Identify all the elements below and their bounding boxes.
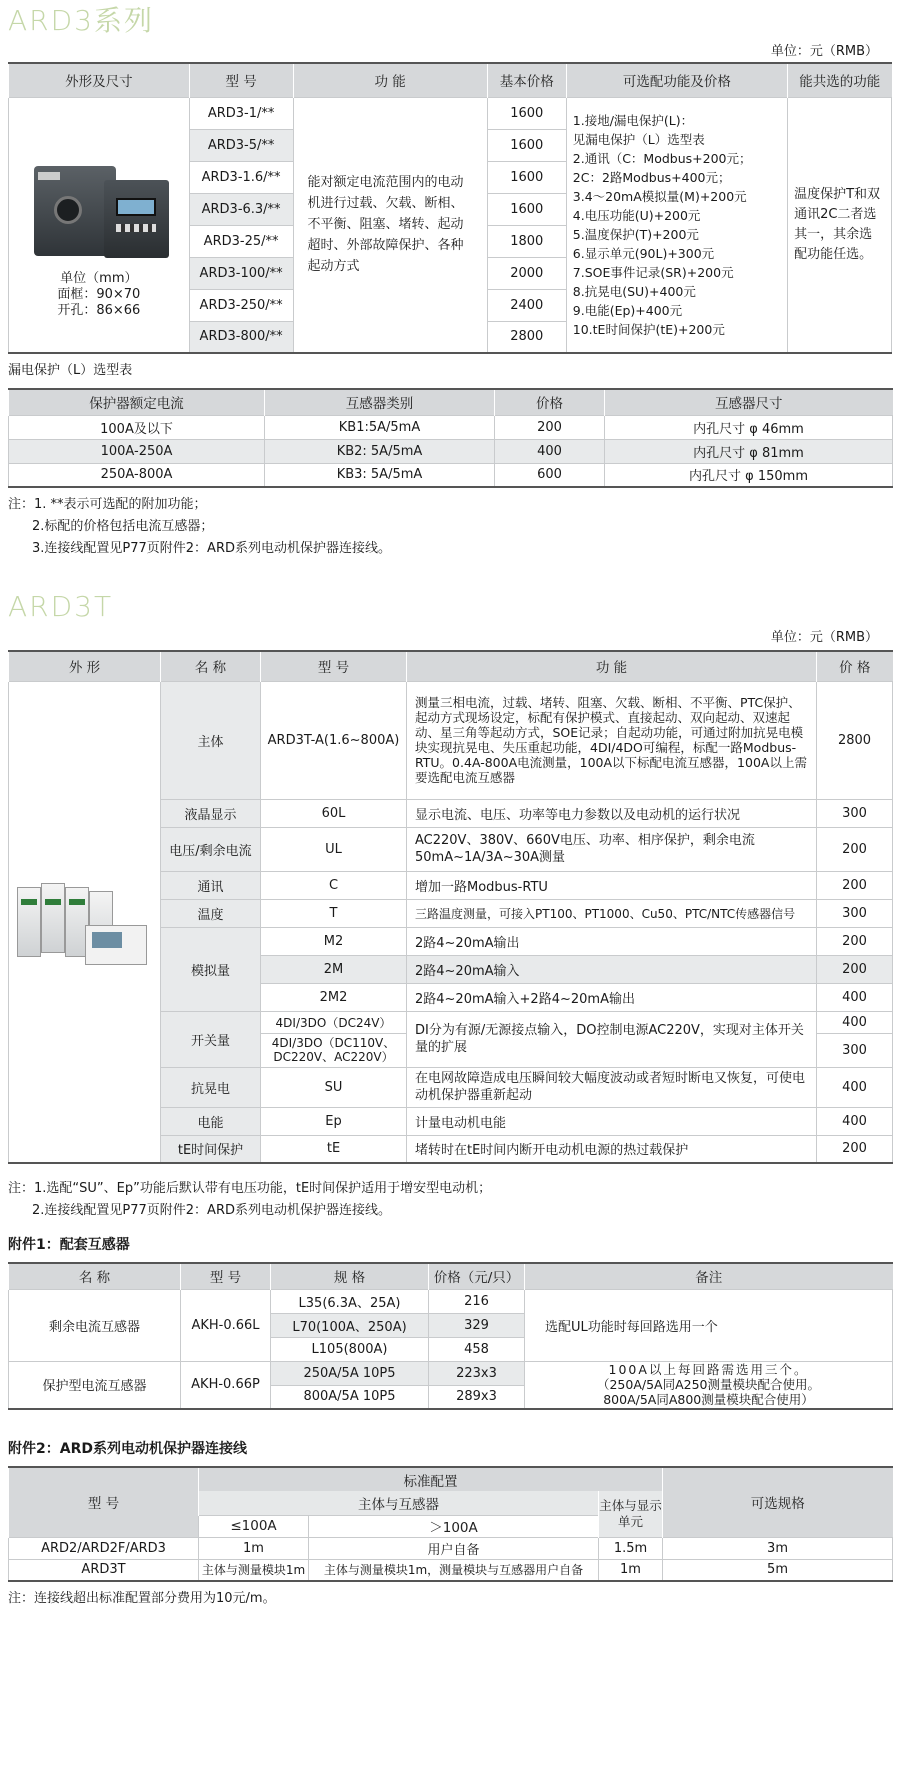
leak-cell: 内孔尺寸 φ 46mm: [605, 415, 893, 439]
model-cell: 4DI/3DO（DC24V）: [261, 1011, 407, 1033]
model-cell: ARD3-250/**: [189, 289, 293, 321]
name-cell: 通讯: [161, 871, 261, 899]
price-cell: 1800: [487, 225, 566, 257]
price-cell: 300: [817, 799, 893, 827]
ct-note-cell: 选配UL功能时每回路选用一个: [525, 1289, 893, 1361]
attachment1-title: 附件1：配套互感器: [8, 1237, 130, 1253]
leak-cell: 内孔尺寸 φ 150mm: [605, 463, 893, 487]
leak-cell: KB2: 5A/5mA: [265, 439, 495, 463]
unit-label: 单位：元（RMB）: [770, 44, 878, 59]
function-cell: 2路4~20mA输入: [407, 955, 817, 983]
price-cell: 2800: [487, 321, 566, 353]
note-line: 3.连接线配置见P77页附件2：ARD系列电动机保护器连接线。: [32, 541, 391, 556]
col-header: 外 形: [9, 651, 161, 681]
price-cell: 300: [817, 899, 893, 927]
name-cell: 液晶显示: [161, 799, 261, 827]
ct-model-cell: AKH-0.66L: [181, 1289, 271, 1361]
ct-spec-cell: L105(800A): [271, 1337, 429, 1361]
model-cell: ARD3-1.6/**: [189, 161, 293, 193]
price-cell: 200: [817, 1135, 893, 1163]
option-item: 10.tE时间保护(tE)+200元: [572, 321, 725, 337]
model-cell: Ep: [261, 1107, 407, 1135]
attachment2-title: 附件2：ARD系列电动机保护器连接线: [8, 1441, 247, 1457]
note-line: 注：1. **表示可选配的附加功能；: [8, 497, 207, 512]
ct-price-cell: 458: [429, 1337, 525, 1361]
cable-cell: 1m: [599, 1559, 663, 1581]
col-header: 型 号: [261, 651, 407, 681]
cable-cell: 1m: [199, 1537, 309, 1559]
option-item: 3.4～20mA模拟量(M)+200元: [572, 188, 747, 204]
model-cell: 4DI/3DO（DC110V、DC220V、AC220V）: [261, 1033, 407, 1067]
col-header: 型 号: [189, 63, 293, 97]
col-header: 名 称: [9, 1263, 181, 1289]
price-cell: 300: [817, 1033, 893, 1067]
function-cell: 测量三相电流，过载、堵转、阻塞、欠载、断相、不平衡、PTC保护、起动方式现场设定，标配有保护模式、直接起动、双向起动、双速起动、星三角等起动方式，SOE记录；自起动功能，可通过附加抗晃电模块实现抗晃电、失压重起功能，4DI/4DO可编程，标配一路Modbus-RTU。0.4A-800A电流测量，100A以下标配电流互感器，100A以上需要选配电流互感器: [407, 681, 817, 799]
options-cell: [566, 97, 787, 353]
function-cell: 在电网故障造成电压瞬间较大幅度波动或者短时断电又恢复，可使电动机保护器重新起动: [407, 1067, 817, 1107]
leak-cell: 400: [495, 439, 605, 463]
model-cell: ARD3T-A(1.6~800A): [261, 681, 407, 799]
ct-spec-cell: 250A/5A 10P5: [271, 1361, 429, 1385]
price-cell: 400: [817, 1067, 893, 1107]
model-cell: T: [261, 899, 407, 927]
leak-table-title: 漏电保护（L）选型表: [8, 363, 133, 378]
model-cell: ARD3-1/**: [189, 97, 293, 129]
col-header: 价格（元/只）: [429, 1263, 525, 1289]
col-header: 互感器尺寸: [605, 389, 893, 415]
option-item: 2C：2路Modbus+400元；: [572, 169, 731, 185]
device-cell: [9, 97, 190, 353]
function-cell: AC220V、380V、660V电压、功率、相序保护，剩余电流50mA~1A/3A~30A测量: [407, 827, 817, 871]
unit-label: 单位：元（RMB）: [770, 630, 878, 645]
price-cell: 400: [817, 1011, 893, 1033]
leak-cell: 内孔尺寸 φ 81mm: [605, 439, 893, 463]
note-line: 2.标配的价格包括电流互感器；: [32, 519, 214, 534]
option-item: 2.通讯（C：Modbus+200元；: [572, 150, 752, 166]
col-header: 能共选的功能: [788, 63, 892, 97]
model-cell: UL: [261, 827, 407, 871]
shared-options-cell: 温度保护T和双通讯2C二者选其一，其余选配功能任选。: [788, 97, 892, 353]
model-cell: ARD3-5/**: [189, 129, 293, 161]
attachment2-table: [8, 1466, 893, 1582]
name-cell: 抗晃电: [161, 1067, 261, 1107]
name-cell: 主体: [161, 681, 261, 799]
col-header: 可选配功能及价格: [566, 63, 787, 97]
name-cell: tE时间保护: [161, 1135, 261, 1163]
ct-price-cell: 216: [429, 1289, 525, 1313]
dims-unit: 单位（mm）: [60, 270, 138, 286]
cable-cell: 用户自备: [309, 1537, 599, 1559]
function-cell: 计量电动机电能: [407, 1107, 817, 1135]
model-cell: M2: [261, 927, 407, 955]
leak-cell: 600: [495, 463, 605, 487]
series-title-ard3t: ARD3T: [8, 590, 114, 623]
price-cell: 200: [817, 955, 893, 983]
leak-cell: 250A-800A: [9, 463, 265, 487]
ct-spec-cell: L70(100A、250A): [271, 1313, 429, 1337]
ct-price-cell: 329: [429, 1313, 525, 1337]
ct-price-cell: 223x3: [429, 1361, 525, 1385]
ct-note-cell: 100A以上每回路需选用三个。 （250A/5A同A250测量模块配合使用。 800A/5A同A800测量模块配合使用）: [525, 1361, 893, 1409]
option-item: 见漏电保护（L）选型表: [572, 131, 705, 147]
col-header: 主体与显示单元: [599, 1491, 663, 1537]
col-header: 价 格: [817, 651, 893, 681]
col-header: 可选规格: [663, 1467, 893, 1537]
model-cell: 60L: [261, 799, 407, 827]
cable-model-cell: ARD3T: [9, 1559, 199, 1581]
col-header: 主体与互感器: [199, 1491, 599, 1515]
col-header: 标准配置: [199, 1467, 663, 1491]
attachment2-note: 注：连接线超出标准配置部分费用为10元/m。: [8, 1591, 276, 1606]
function-cell: 显示电流、电压、功率等电力参数以及电动机的运行状况: [407, 799, 817, 827]
cable-cell: 3m: [663, 1537, 893, 1559]
ard3t-price-table: [8, 650, 893, 1164]
price-cell: 1600: [487, 193, 566, 225]
price-cell: 2000: [487, 257, 566, 289]
col-header: 价格: [495, 389, 605, 415]
ard3t-device-image: [15, 877, 155, 967]
ct-name-cell: 保护型电流互感器: [9, 1361, 181, 1409]
option-item: 9.电能(Ep)+400元: [572, 302, 683, 318]
col-header: 功 能: [407, 651, 817, 681]
price-cell: 2400: [487, 289, 566, 321]
price-cell: 1600: [487, 161, 566, 193]
leak-cell: 100A-250A: [9, 439, 265, 463]
model-cell: ARD3-25/**: [189, 225, 293, 257]
cable-cell: 5m: [663, 1559, 893, 1581]
price-cell: 200: [817, 871, 893, 899]
note-line: 2.连接线配置见P77页附件2：ARD系列电动机保护器连接线。: [32, 1203, 391, 1218]
function-cell: 2路4~20mA输出: [407, 927, 817, 955]
model-cell: 2M: [261, 955, 407, 983]
function-cell: 2路4~20mA输入+2路4~20mA输出: [407, 983, 817, 1011]
option-item: 1.接地/漏电保护(L)：: [572, 112, 694, 128]
cable-cell: 主体与测量模块1m: [199, 1559, 309, 1581]
name-cell: 温度: [161, 899, 261, 927]
ard3t-notes: [8, 1178, 900, 1222]
col-header: ≤100A: [199, 1515, 309, 1537]
model-cell: C: [261, 871, 407, 899]
leak-cell: 200: [495, 415, 605, 439]
ard3-device-image: [24, 158, 174, 263]
ct-spec-cell: L35(6.3A、25A): [271, 1289, 429, 1313]
col-header: ＞100A: [309, 1515, 599, 1537]
function-cell: 三路温度测量，可接入PT100、PT1000、Cu50、PTC/NTC传感器信号: [407, 899, 817, 927]
col-header: 互感器类别: [265, 389, 495, 415]
cable-model-cell: ARD2/ARD2F/ARD3: [9, 1537, 199, 1559]
ct-spec-cell: 800A/5A 10P5: [271, 1385, 429, 1409]
note-line: 注：1.选配“SU”、Ep”功能后默认带有电压功能，tE时间保护适用于增安型电动机；: [8, 1181, 492, 1196]
col-header: 保护器额定电流: [9, 389, 265, 415]
ard3t-device-cell: [9, 681, 161, 1163]
price-cell: 400: [817, 983, 893, 1011]
ct-name-cell: 剩余电流互感器: [9, 1289, 181, 1361]
price-cell: 200: [817, 927, 893, 955]
model-cell: ARD3-100/**: [189, 257, 293, 289]
function-cell: 增加一路Modbus-RTU: [407, 871, 817, 899]
price-cell: 1600: [487, 129, 566, 161]
ct-model-cell: AKH-0.66P: [181, 1361, 271, 1409]
function-cell: 堵转时在tE时间内断开电动机电源的热过载保护: [407, 1135, 817, 1163]
col-header: 规 格: [271, 1263, 429, 1289]
price-cell: 400: [817, 1107, 893, 1135]
col-header: 外形及尺寸: [9, 63, 190, 97]
model-cell: tE: [261, 1135, 407, 1163]
col-header: 功 能: [293, 63, 487, 97]
leak-cell: KB3: 5A/5mA: [265, 463, 495, 487]
function-cell: DI分为有源/无源接点输入，DO控制电源AC220V，实现对主体开关量的扩展: [407, 1011, 817, 1067]
col-header: 基本价格: [487, 63, 566, 97]
dims-cutout: 开孔：86×66: [57, 302, 141, 318]
model-cell: ARD3-6.3/**: [189, 193, 293, 225]
price-cell: 200: [817, 827, 893, 871]
price-cell: 1600: [487, 97, 566, 129]
option-item: 7.SOE事件记录(SR)+200元: [572, 264, 734, 280]
cable-cell: 1.5m: [599, 1537, 663, 1559]
model-cell: SU: [261, 1067, 407, 1107]
function-cell: 能对额定电流范围内的电动机进行过载、欠载、断相、不平衡、阻塞、堵转、起动超时、外部故障保护、各种起动方式: [293, 97, 487, 353]
name-cell: 电能: [161, 1107, 261, 1135]
option-item: 6.显示单元(90L)+300元: [572, 245, 715, 261]
col-header: 型 号: [9, 1467, 199, 1537]
name-cell: 电压/剩余电流: [161, 827, 261, 871]
price-cell: 2800: [817, 681, 893, 799]
leak-table: [8, 388, 893, 488]
model-cell: ARD3-800/**: [189, 321, 293, 353]
name-cell: 开关量: [161, 1011, 261, 1067]
leak-notes: [8, 494, 900, 560]
attachment1-table: [8, 1262, 893, 1410]
name-cell: 模拟量: [161, 927, 261, 1011]
option-item: 4.电压功能(U)+200元: [572, 207, 701, 223]
ard3-price-table: [8, 62, 892, 354]
option-item: 5.温度保护(T)+200元: [572, 226, 699, 242]
col-header: 备注: [525, 1263, 893, 1289]
dims-frame: 面框：90×70: [57, 286, 141, 302]
col-header: 名 称: [161, 651, 261, 681]
leak-cell: KB1:5A/5mA: [265, 415, 495, 439]
model-cell: 2M2: [261, 983, 407, 1011]
option-item: 8.抗晃电(SU)+400元: [572, 283, 696, 299]
cable-cell: 主体与测量模块1m，测量模块与互感器用户自备: [309, 1559, 599, 1581]
leak-cell: 100A及以下: [9, 415, 265, 439]
ct-price-cell: 289x3: [429, 1385, 525, 1409]
col-header: 型 号: [181, 1263, 271, 1289]
series-title-ard3: ARD3系列: [8, 4, 154, 37]
